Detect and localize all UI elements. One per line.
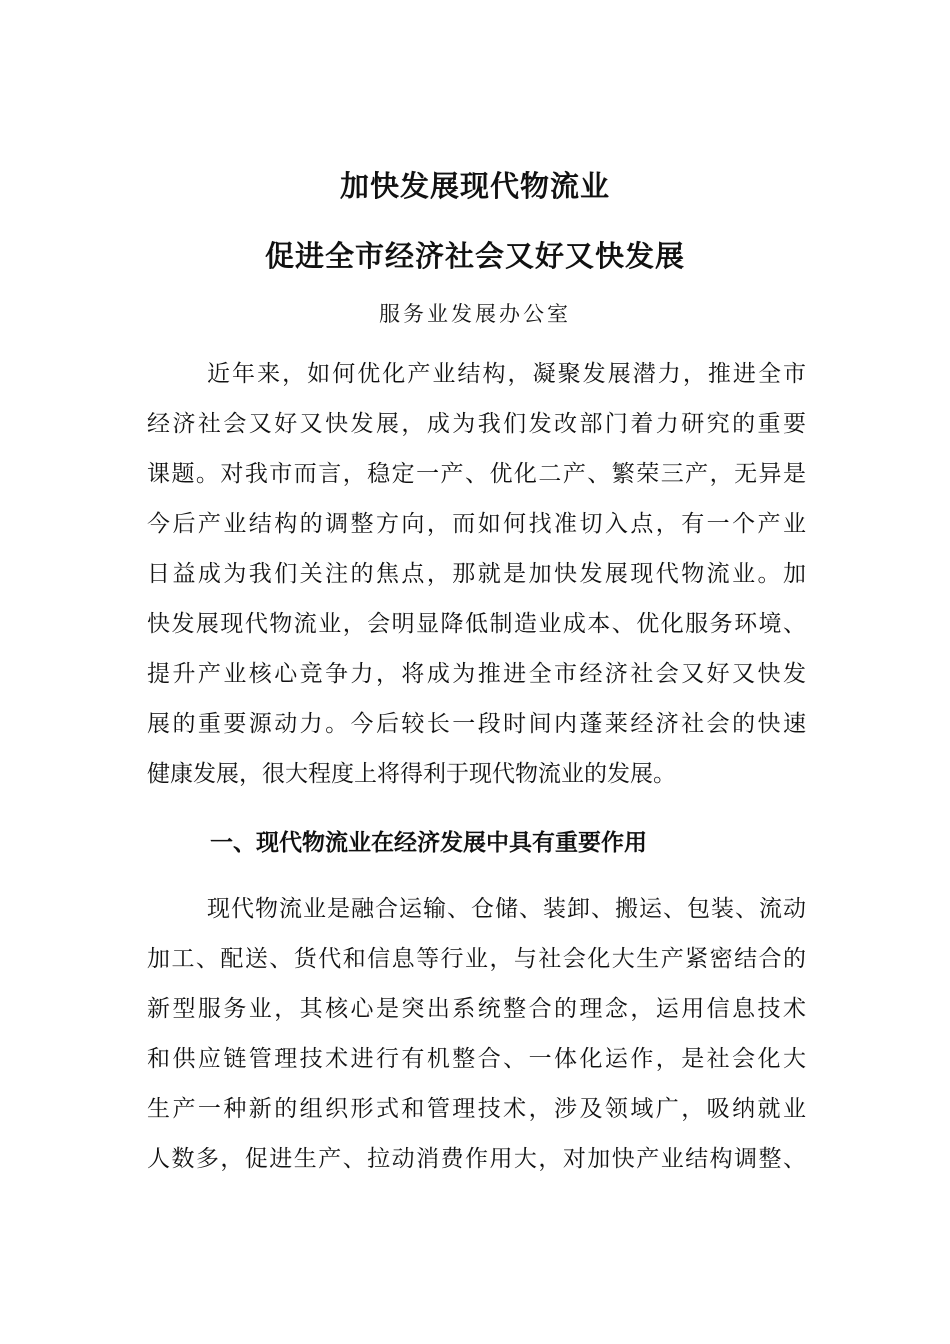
paragraph-section-1 xyxy=(147,884,806,1184)
paragraph-line: 提升产业核心竞争力，将成为推进全市经济社会又好又快发 xyxy=(147,661,806,687)
paragraph-line: 加工、配送、货代和信息等行业，与社会化大生产紧密结合的 xyxy=(147,946,806,972)
paragraph-line: 人数多，促进生产、拉动消费作用大，对加快产业结构调整、 xyxy=(147,1146,806,1172)
paragraph-line: 展的重要源动力。今后较长一段时间内蓬莱经济社会的快速 xyxy=(147,711,806,737)
document-title-line-1: 加快发展现代物流业 xyxy=(339,169,610,203)
document-title-line-2: 促进全市经济社会又好又快发展 xyxy=(264,239,685,273)
paragraph-line: 现代物流业是融合运输、仓储、装卸、搬运、包装、流动 xyxy=(207,896,806,922)
paragraph-line: 课题。对我市而言，稳定一产、优化二产、繁荣三产，无异是 xyxy=(147,461,806,487)
paragraph-line: 新型服务业，其核心是突出系统整合的理念，运用信息技术 xyxy=(147,996,806,1022)
section-heading-1: 一、现代物流业在经济发展中具有重要作用 xyxy=(210,830,647,856)
paragraph-line: 健康发展，很大程度上将得利于现代物流业的发展。 xyxy=(147,761,676,787)
paragraph-line: 日益成为我们关注的焦点，那就是加快发展现代物流业。加 xyxy=(147,561,806,587)
paragraph-intro xyxy=(147,349,806,799)
paragraph-line: 生产一种新的组织形式和管理技术，涉及领域广，吸纳就业 xyxy=(147,1096,806,1122)
paragraph-line: 经济社会又好又快发展，成为我们发改部门着力研究的重要 xyxy=(147,411,806,437)
document-author: 服务业发展办公室 xyxy=(379,302,571,326)
paragraph-line: 今后产业结构的调整方向，而如何找准切入点，有一个产业 xyxy=(147,511,806,537)
paragraph-line: 近年来，如何优化产业结构，凝聚发展潜力，推进全市 xyxy=(207,361,806,387)
paragraph-line: 和供应链管理技术进行有机整合、一体化运作，是社会化大 xyxy=(147,1046,806,1072)
paragraph-line: 快发展现代物流业，会明显降低制造业成本、优化服务环境、 xyxy=(147,611,806,637)
